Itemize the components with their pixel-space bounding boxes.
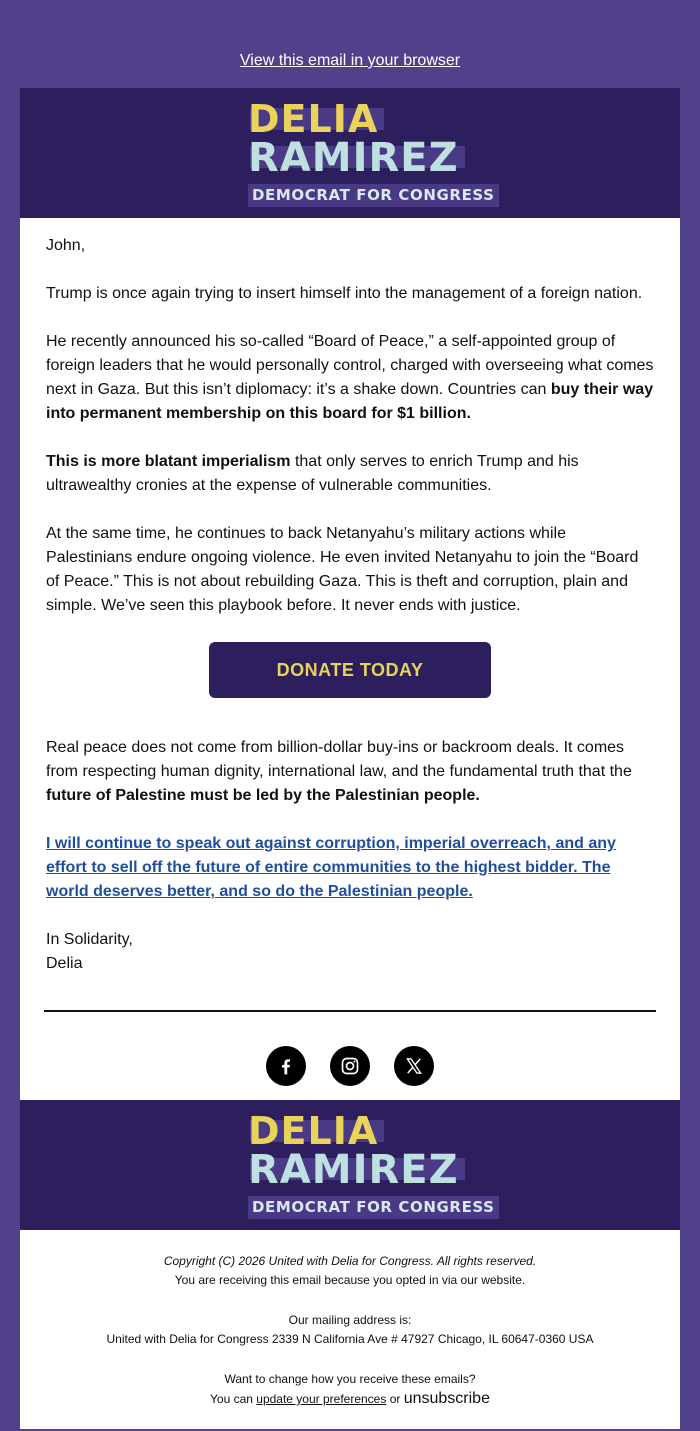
view-in-browser-link[interactable]: View this email in your browser xyxy=(239,52,461,69)
preferences-line: You can update your preferences or unsubscribe xyxy=(210,1390,490,1407)
email-body xyxy=(20,218,680,1100)
signature: Delia xyxy=(46,955,83,972)
logo-first-name: DELIA xyxy=(248,100,378,138)
unsubscribe-link[interactable]: unsubscribe xyxy=(403,1390,490,1407)
logo-first-name: DELIA xyxy=(248,1112,378,1150)
footer-logo xyxy=(248,1109,508,1222)
donate-button[interactable]: DONATE TODAY xyxy=(209,642,491,698)
paragraph-2: He recently announced his so-called “Board of Peace,” a self-appointed group of foreign leaders that he would personally control, charged with overseeing what comes next in Gaza. But this isn’t diplomacy: it’s a shake down. Countries can buy their way into permanent membership on this board for $1 billion. xyxy=(46,333,654,422)
logo-tagline: DEMOCRAT FOR CONGRESS xyxy=(248,184,499,207)
cta-wrapper xyxy=(46,642,654,698)
email-card xyxy=(20,88,680,1429)
change-prompt: Want to change how you receive these emails? xyxy=(224,1372,476,1386)
footer-banner xyxy=(20,1100,680,1230)
paragraph-6-link[interactable]: I will continue to speak out against corruption, imperial overreach, and any effort to sell off the future of entire communities to the highest bidder. The world deserves better, and so do the Palestinian people. xyxy=(46,835,616,900)
preheader xyxy=(0,0,700,88)
social-links xyxy=(46,1012,654,1100)
facebook-icon[interactable] xyxy=(266,1046,306,1086)
paragraph-1: Trump is once again trying to insert himself into the management of a foreign nation. xyxy=(46,285,643,302)
paragraph-4: At the same time, he continues to back Netanyahu’s military actions while Palestinians endure ongoing violence. He even invited Netanyahu to join the “Board of Peace.” This is not about rebuilding Gaza. This is theft and corruption, plain and simple. We’ve seen this playbook before. It never ends with justice. xyxy=(46,525,639,614)
email-footer xyxy=(20,1230,680,1429)
mailing-label: Our mailing address is: xyxy=(288,1313,412,1327)
paragraph-3: This is more blatant imperialism that only serves to enrich Trump and his ultrawealthy cronies at the expense of vulnerable communities. xyxy=(46,453,579,494)
logo-last-name: RAMIREZ xyxy=(248,138,459,178)
copyright-text: Copyright (C) 2026 United with Delia for Congress. All rights reserved. xyxy=(163,1254,537,1268)
mailing-address: United with Delia for Congress 2339 N California Ave # 47927 Chicago, IL 60647-0360 USA xyxy=(106,1332,594,1346)
campaign-logo xyxy=(248,97,508,210)
greeting: John, xyxy=(46,237,86,254)
logo-last-name: RAMIREZ xyxy=(248,1150,459,1190)
paragraph-5: Real peace does not come from billion-dollar buy-ins or backroom deals. It comes from respecting human dignity, international law, and the fundamental truth that the future of Palestine must be led by the Palestinian people. xyxy=(46,739,632,804)
signoff: In Solidarity, Delia xyxy=(46,931,133,972)
header-banner xyxy=(20,88,680,218)
x-icon[interactable] xyxy=(394,1046,434,1086)
instagram-icon[interactable] xyxy=(330,1046,370,1086)
update-preferences-link[interactable]: update your preferences xyxy=(256,1392,387,1406)
opt-in-reason: You are receiving this email because you opted in via our website. xyxy=(174,1273,526,1287)
logo-tagline: DEMOCRAT FOR CONGRESS xyxy=(248,1196,499,1219)
